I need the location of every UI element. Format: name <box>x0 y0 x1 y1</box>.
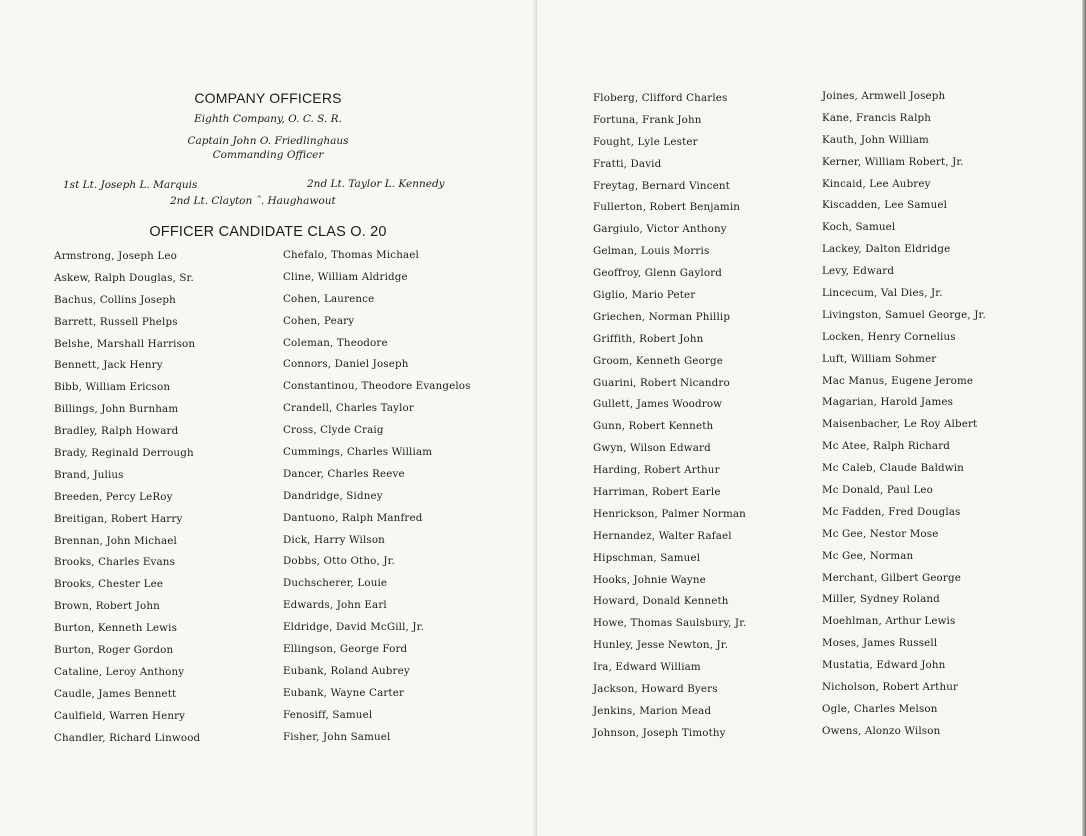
roster-name: Burton, Roger Gordon <box>54 644 174 657</box>
roster-name: Locken, Henry Cornelius <box>822 330 956 343</box>
roster-name: Dick, Harry Wilson <box>283 533 385 546</box>
roster-name: Geoffroy, Glenn Gaylord <box>593 267 723 280</box>
roster-name: Levy, Edward <box>822 265 895 278</box>
roster-name: Cross, Clyde Craig <box>283 424 384 437</box>
roster-name: Magarian, Harold James <box>822 396 954 409</box>
roster-name: Kincaid, Lee Aubrey <box>822 177 931 190</box>
roster-name: Cohen, Laurence <box>283 292 375 305</box>
roster-name: Brady, Reginald Derrough <box>54 447 194 460</box>
roster-name: Floberg, Clifford Charles <box>593 92 728 104</box>
roster-name: Howe, Thomas Saulsbury, Jr. <box>593 617 747 630</box>
roster-name: Brooks, Charles Evans <box>54 556 176 569</box>
roster-name: Lincecum, Val Dies, Jr. <box>822 287 943 300</box>
roster-name: Mc Atee, Ralph Richard <box>822 440 951 453</box>
roster-name: Belshe, Marshall Harrison <box>54 337 196 350</box>
roster-name: Fought, Lyle Lester <box>593 135 698 148</box>
roster-name: Owens, Alonzo Wilson <box>822 724 941 737</box>
roster-name: Jackson, Howard Byers <box>593 683 718 696</box>
roster-name: Mc Caleb, Claude Baldwin <box>822 462 964 475</box>
roster-name: Kauth, John William <box>822 133 929 146</box>
roster-name: Griechen, Norman Phillip <box>593 310 731 323</box>
roster-name: Miller, Sydney Roland <box>822 593 940 606</box>
roster-name: Eldridge, David McGill, Jr. <box>283 621 425 634</box>
right-page <box>537 0 1086 836</box>
roster-name: Kane, Francis Ralph <box>822 111 932 124</box>
roster-name: Burton, Kenneth Lewis <box>54 622 178 635</box>
roster-name: Chefalo, Thomas Michael <box>283 249 419 261</box>
roster-name: Livingston, Samuel George, Jr. <box>822 308 986 321</box>
roster-name: Freytag, Bernard Vincent <box>593 179 730 192</box>
roster-name: Caulfield, Warren Henry <box>54 709 186 722</box>
roster-name: Ira, Edward William <box>593 661 701 674</box>
roster-name: Cummings, Charles William <box>283 446 433 459</box>
roster-name: Hunley, Jesse Newton, Jr. <box>593 639 729 652</box>
roster-name: Mustatia, Edward John <box>822 659 946 672</box>
roster-name: Breitigan, Robert Harry <box>54 512 183 525</box>
roster-name: Dandridge, Sidney <box>283 489 383 502</box>
roster-name: Constantinou, Theodore Evangelos <box>283 380 471 393</box>
roster-name: Cline, William Aldridge <box>283 270 408 283</box>
roster-name: Eubank, Wayne Carter <box>283 686 405 699</box>
roster-name: Armstrong, Joseph Leo <box>54 250 177 262</box>
captain-title: Commanding Officer <box>212 149 324 161</box>
roster-name: Fenosiff, Samuel <box>283 708 373 721</box>
roster-name: Mc Fadden, Fred Douglas <box>822 505 961 518</box>
company-officers-heading: COMPANY OFFICERS <box>194 90 342 106</box>
page-edge <box>1082 0 1086 836</box>
roster-name: Bradley, Ralph Howard <box>54 425 179 438</box>
roster-name: Ellingson, George Ford <box>283 643 408 656</box>
roster-name: Mc Donald, Paul Leo <box>822 484 934 497</box>
roster-name: Brennan, John Michael <box>54 534 177 547</box>
roster-name: Ogle, Charles Melson <box>822 702 938 715</box>
roster-name: Dobbs, Otto Otho, Jr. <box>283 555 395 568</box>
roster-name: Joines, Armwell Joseph <box>822 90 946 102</box>
roster-name: Mc Gee, Norman <box>822 549 914 562</box>
roster-name: Dancer, Charles Reeve <box>283 467 405 480</box>
roster-name: Gelman, Louis Morris <box>593 245 710 258</box>
captain-name: Captain John O. Friedlinghaus <box>187 135 349 147</box>
roster-name: Mac Manus, Eugene Jerome <box>822 374 974 387</box>
roster-name: Fisher, John Samuel <box>283 730 391 743</box>
roster-column-2 <box>283 245 471 748</box>
roster-column-4 <box>822 86 986 743</box>
roster-name: Johnson, Joseph Timothy <box>593 726 726 739</box>
roster-name: Griffith, Robert John <box>593 332 704 345</box>
roster-name: Askew, Ralph Douglas, Sr. <box>54 271 194 284</box>
roster-name: Hipschman, Samuel <box>593 551 701 564</box>
roster-name: Jenkins, Marion Mead <box>593 704 712 717</box>
roster-name: Howard, Donald Kenneth <box>593 595 729 608</box>
roster-name: Edwards, John Earl <box>283 599 387 612</box>
roster-name: Cohen, Peary <box>283 314 355 327</box>
roster-name: Brooks, Chester Lee <box>54 578 164 591</box>
roster-name: Hernandez, Walter Rafael <box>593 529 732 542</box>
roster-name: Bibb, William Ericson <box>54 381 171 394</box>
roster-name: Kerner, William Robert, Jr. <box>822 155 964 168</box>
roster-name: Mc Gee, Nestor Mose <box>822 527 939 540</box>
roster-name: Brown, Robert John <box>54 600 160 613</box>
roster-name: Dantuono, Ralph Manfred <box>283 511 423 524</box>
roster-name: Gullett, James Woodrow <box>593 398 723 411</box>
roster-name: Luft, William Sohmer <box>822 352 937 365</box>
roster-name: Crandell, Charles Taylor <box>283 402 414 415</box>
roster-name: Harriman, Robert Earle <box>593 486 721 499</box>
roster-name: Kiscadden, Lee Samuel <box>822 199 948 212</box>
roster-name: Caudle, James Bennett <box>54 687 177 700</box>
roster-name: Hooks, Johnie Wayne <box>593 573 706 586</box>
roster-name: Bachus, Collins Joseph <box>54 293 176 306</box>
roster-name: Moehlman, Arthur Lewis <box>822 615 956 628</box>
roster-name: Gargiulo, Victor Anthony <box>593 223 727 236</box>
roster-name: Billings, John Burnham <box>54 403 179 416</box>
roster-column-1 <box>54 246 200 749</box>
officer-candidate-class-heading: OFFICER CANDIDATE CLAS O. 20 <box>149 224 387 240</box>
roster-name: Cataline, Leroy Anthony <box>54 665 185 678</box>
second-lieutenant-haughawout: 2nd Lt. Clayton ˆ. Haughawout <box>170 195 336 207</box>
roster-column-3 <box>593 88 747 745</box>
roster-name: Harding, Robert Arthur <box>593 464 720 477</box>
roster-name: Nicholson, Robert Arthur <box>822 681 959 694</box>
first-lieutenant: 1st Lt. Joseph L. Marquis <box>63 179 198 191</box>
roster-name: Breeden, Percy LeRoy <box>54 490 173 503</box>
roster-name: Giglio, Mario Peter <box>593 289 696 302</box>
roster-name: Guarini, Robert Nicandro <box>593 376 730 389</box>
roster-name: Chandler, Richard Linwood <box>54 731 201 744</box>
roster-name: Barrett, Russell Phelps <box>54 315 178 328</box>
roster-name: Gwyn, Wilson Edward <box>593 442 711 455</box>
roster-name: Connors, Daniel Joseph <box>283 358 409 371</box>
roster-name: Groom, Kenneth George <box>593 354 724 367</box>
roster-name: Coleman, Theodore <box>283 336 388 349</box>
roster-name: Henrickson, Palmer Norman <box>593 507 746 520</box>
roster-name: Merchant, Gilbert George <box>822 571 961 584</box>
roster-name: Maisenbacher, Le Roy Albert <box>822 418 978 431</box>
company-subtitle: Eighth Company, O. C. S. R. <box>194 113 342 125</box>
roster-name: Gunn, Robert Kenneth <box>593 420 714 433</box>
roster-name: Fullerton, Robert Benjamin <box>593 201 741 214</box>
roster-name: Fortuna, Frank John <box>593 113 702 126</box>
roster-name: Bennett, Jack Henry <box>54 359 163 372</box>
roster-name: Koch, Samuel <box>822 221 896 234</box>
roster-name: Brand, Julius <box>54 468 124 481</box>
roster-name: Lackey, Dalton Eldridge <box>822 243 951 256</box>
second-lieutenant-kennedy: 2nd Lt. Taylor L. Kennedy <box>307 178 445 190</box>
roster-name: Fratti, David <box>593 157 662 170</box>
roster-name: Duchscherer, Louie <box>283 577 388 590</box>
roster-name: Eubank, Roland Aubrey <box>283 664 410 677</box>
left-page <box>0 0 536 836</box>
roster-name: Moses, James Russell <box>822 637 938 650</box>
